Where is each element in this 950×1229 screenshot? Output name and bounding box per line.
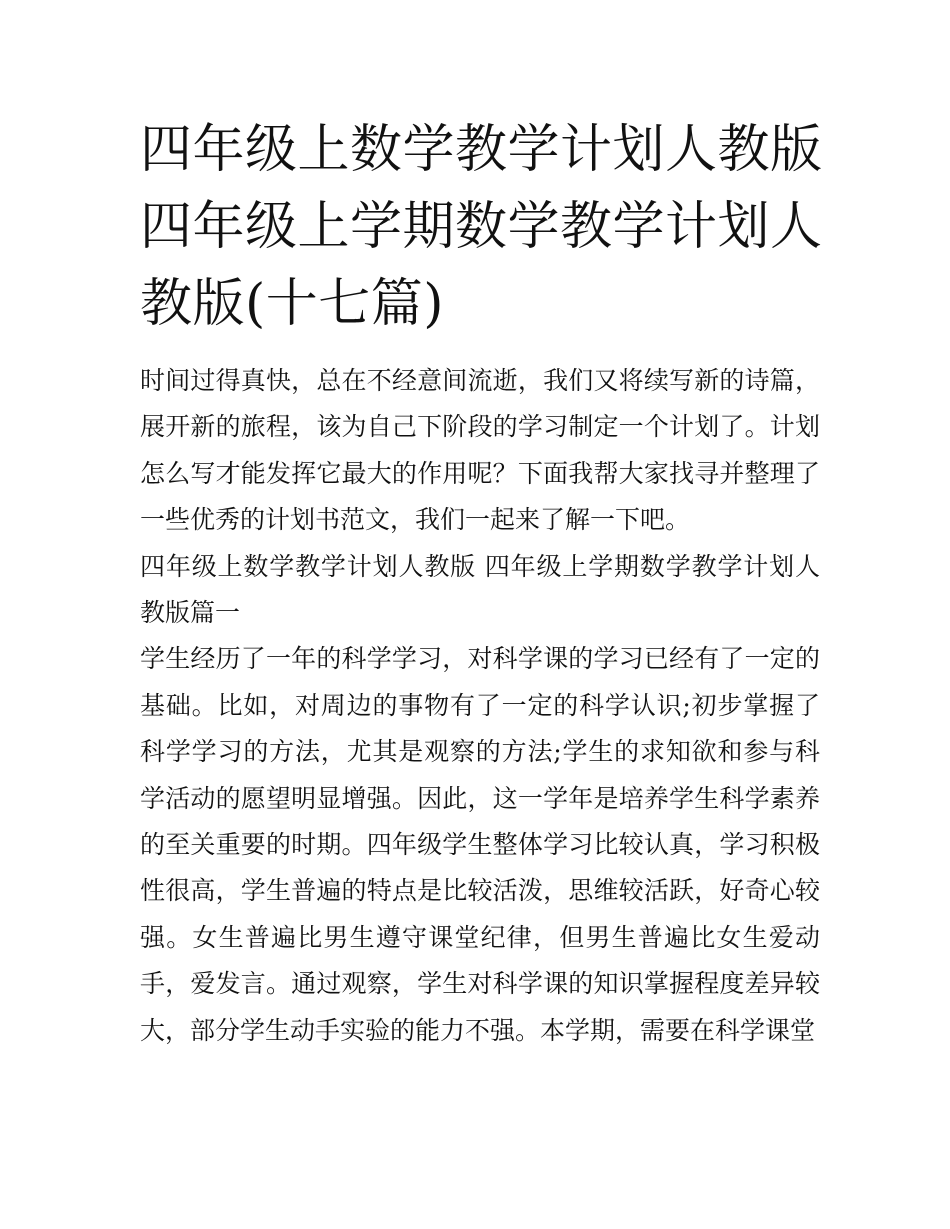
document-body [140, 358, 820, 1054]
body-paragraph: 学生经历了一年的科学学习，对科学课的学习已经有了一定的基础。比如，对周边的事物有了一定的科学认识;初步掌握了科学学习的方法，尤其是观察的方法;学生的求知欲和参与科学活动的愿望明显增强。因此，这一学年是培养学生科学素养的至关重要的时期。四年级学生整体学习比较认真，学习积极性很高，学生普遍的特点是比较活泼，思维较活跃，好奇心较强。女生普遍比男生遵守课堂纪律，但男生普遍比女生爱动手，爱发言。通过观察，学生对科学课的知识掌握程度差异较大，部分学生动手实验的能力不强。本学期，需要在科学课堂 [140, 644, 820, 1045]
intro-paragraph: 时间过得真快，总在不经意间流逝，我们又将续写新的诗篇，展开新的旅程，该为自己下阶段的学习制定一个计划了。计划怎么写才能发挥它最大的作用呢？下面我帮大家找寻并整理了一些优秀的计划书范文，我们一起来了解一下吧。 [140, 366, 820, 535]
section-heading: 四年级上数学教学计划人教版 四年级上学期数学教学计划人教版篇一 [140, 551, 820, 628]
document-title: 四年级上数学教学计划人教版 四年级上学期数学教学计划人教版(十七篇) [140, 120, 823, 334]
